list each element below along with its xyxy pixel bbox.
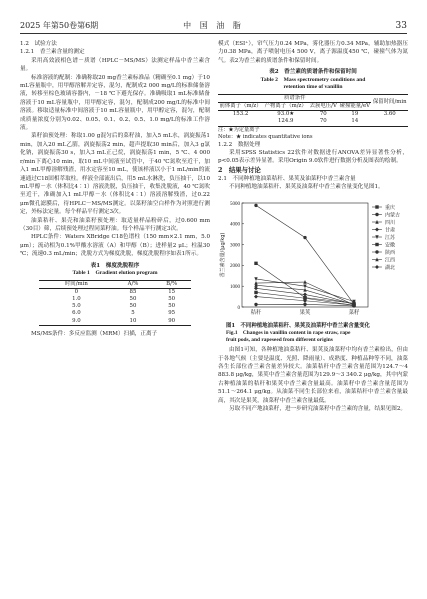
data-point <box>375 227 379 231</box>
data-point <box>254 302 257 305</box>
table-2-header: 去簇电压/V <box>309 102 337 109</box>
y-tick-label: 1000 <box>230 284 240 290</box>
table-cell: 85 <box>129 288 137 295</box>
data-point <box>254 294 258 298</box>
section-1-2-2-heading: 1.2.2 数据处理 <box>218 141 261 148</box>
data-point <box>375 212 378 215</box>
legend-label: 江西 <box>385 256 396 263</box>
table-cell: 50 <box>168 295 176 302</box>
table-2-header: 产物离子（m/z） <box>264 102 307 109</box>
paragraph-sample-pretreatment: 油菜秸秆、果壳和油菜籽预处理：取适量样品粉碎后，过0.600 mm（30目）筛，后续预处理过程同菜籽油。每个样品平行测定3次。 <box>20 217 210 232</box>
paragraph-ms-conditions: MS/MS条件：多反应监测（MRM）扫描，正离子 <box>31 330 158 337</box>
table-row <box>39 310 191 317</box>
legend-label: 湖北 <box>385 264 396 271</box>
y-tick-label: 2000 <box>230 263 240 269</box>
paragraph-oil-pretreatment: 菜籽油预处理：称取1.00 g混匀后的菜籽油，加入5 mL水，涡旋振荡1 min，加入20 mL乙腈，涡旋振荡2 min，超声提取30 min后，加入3 g氯化钠，涡旋振荡30 s，加入3 mL正己烷，涡旋振荡1 min，5 ℃、4 000 r/min下离心10 min，取10 mL中间液至试管中，于40 ℃氮吹至近干，加入1 mL甲醇溶解残渣，用水定容至10 mL，使该样液以小于1 mL/min的流速通过C18固相萃取柱。样液全部流出后，用5 mL水淋洗，负压抽干，以10 mL甲醇－水（体积比4∶1）溶液洗脱，负压抽干，收集洗脱液，40 ℃氮吹至近干，准确加入1 mL甲醇－水（体积比4∶1）溶液溶解残渣，过0.22 μm微孔滤膜后，待HPLC－MS/MS测定。以菜籽油空白样作为对照进行测定，外标法定量。每个样品平行测定3次。 <box>20 133 210 216</box>
section-1-2-1-heading: 1.2.1 香兰素含量的测定 <box>20 49 85 56</box>
y-tick-label: 5000 <box>230 201 240 207</box>
y-axis-label: 香兰素含量/(μg/kg) <box>220 232 226 277</box>
paragraph-data-processing: 采用SPSS Statistics 22软件对数据进行ANOVA差异显著性分析，p<0.05表示差异显著。采用Origin 9.0软件进行数据分析及图表的绘制。 <box>218 149 408 165</box>
paragraph-method-intro: 采用高效液相色谱－质谱（HPLC－MS/MS）法测定样品中香兰素含量。 <box>20 57 210 73</box>
table-2-note-en: Note：★ indicates quantitative ions <box>218 133 313 140</box>
table-cell: 14 <box>338 118 371 126</box>
table-2-group-header: 质谱条件 <box>218 94 371 102</box>
table-2-caption-cn: 表2 香兰素的质谱条件和保留时间 <box>269 69 357 76</box>
table-cell: 5 <box>131 310 135 317</box>
table-2-caption-en-line-1: Table 2 Mass spectrometry conditions and <box>260 76 366 83</box>
table-1-caption-cn: 表1 梯度洗脱程序 <box>90 262 140 269</box>
table-cell: 50 <box>129 295 137 302</box>
table-2-caption-en-line-2: retention time of vanillin <box>283 84 343 91</box>
table-cell: 70 <box>319 111 327 118</box>
table-cell: 1.0 <box>72 295 81 302</box>
data-point <box>375 205 378 208</box>
table-2-note-cn: 注：★为定量离子 <box>218 126 260 133</box>
paragraph-figure-2-intro: 另取不同产地油菜籽，进一步研究油菜籽中香兰素的含量，结果见图2。 <box>229 406 406 413</box>
table-2-header: 前体离子（m/z） <box>219 102 262 109</box>
table-cell: 3.60 <box>383 111 396 118</box>
legend-label: 安徽 <box>385 241 396 248</box>
x-tick-label: 果荚 <box>299 309 311 316</box>
table-row <box>39 318 191 326</box>
legend-label: 内蒙古 <box>385 211 401 218</box>
data-point <box>375 250 378 253</box>
table-1-caption-en: Table 1 Gradient elution program <box>72 270 158 277</box>
table-cell: 90 <box>152 318 191 326</box>
y-tick-label: 3000 <box>230 242 240 248</box>
journal-issue: 2025 年第50卷第6期 <box>20 21 99 30</box>
table-cell: 124.9 <box>263 118 308 126</box>
table-row <box>39 296 191 303</box>
legend-label: 重庆 <box>385 204 396 211</box>
data-point <box>375 242 378 245</box>
table-cell: 95 <box>168 310 176 317</box>
table-cell: 70 <box>308 118 338 126</box>
data-point <box>254 203 257 206</box>
data-point <box>254 261 257 264</box>
table-row <box>218 111 408 119</box>
running-header <box>20 20 407 32</box>
table-cell <box>218 118 263 126</box>
table-row <box>39 288 191 296</box>
table-2-header: 保留时间/min <box>371 94 408 110</box>
table-2-caption-en <box>218 77 408 92</box>
table-1-header: 时间/min <box>39 280 114 288</box>
table-2-ms-conditions <box>218 94 408 127</box>
x-tick-label: 菜籽 <box>348 309 360 316</box>
legend-label: 四川 <box>385 219 396 226</box>
paragraph-standard-solution: 标准溶液的配制：准确称取20 mg香兰素标准品（精确至0.1 mg）于10 mL容量瓶中，用甲醇溶解并定容，混匀，配制成2 000 mg/L的标准储备溶液，转移至棕色玻璃容器内，－18 ℃下避光保存。准确吸取1 mL标准储备溶液于10 mL容量瓶中，用甲醇定容，混匀，配制成200 mg/L的标准中间溶液。移取适量标准中间溶液于10 mL容量瓶中，用甲醇定容，混匀，配制成质量浓度分别为0.02、0.05、0.1、0.2、0.5、1.0 mg/L的标准工作溶液。 <box>20 74 210 132</box>
figure-1-caption-en <box>218 330 408 344</box>
data-point <box>303 235 306 238</box>
y-tick-label: 4000 <box>230 222 240 228</box>
table-cell: 6.0 <box>72 310 81 317</box>
table-cell: 9.0 <box>39 318 114 326</box>
section-2-1-heading: 2.1 不同种植地油菜秸秆、果荚及油菜籽中香兰素含量 <box>218 175 356 182</box>
data-point <box>303 292 307 296</box>
table-cell: 93.0★ <box>277 111 295 118</box>
table-cell: 50 <box>168 303 176 310</box>
right-column <box>218 40 408 413</box>
left-column <box>20 40 210 338</box>
section-2-heading: 2 结果与讨论 <box>218 165 261 174</box>
data-point <box>254 286 258 290</box>
table-row <box>218 118 408 126</box>
paragraph-hplc-conditions: HPLC条件：Waters XBridge C18色谱柱（150 mm×2.1 mm，5.0 μm）；流动相为0.1%甲酸水溶液（A）和甲醇（B）；进样量2 μL；柱温30 ℃；流速0.3 mL/min；洗脱方式为梯度洗脱，梯度洗脱程序如表1所示。 <box>20 234 210 258</box>
data-point <box>375 265 379 269</box>
table-cell: 19 <box>351 111 359 118</box>
table-cell: 153.2 <box>232 111 249 118</box>
figure-1-caption-en-line-2: fruit pods, and rapeseed from different origins <box>226 336 333 343</box>
table-2-header: 碰撞能量/eV <box>339 102 371 109</box>
section-1-2-heading: 1.2 试验方法 <box>20 41 57 47</box>
header-rule <box>20 33 407 34</box>
table-cell <box>371 118 408 126</box>
table-1-header: A/% <box>114 280 153 288</box>
paragraph-results: 由图1可知，各种植地油菜秸秆、果荚及油菜籽中均有香兰素检出，但由于各地气候（主要是温度、光照、降雨量）、成熟度、种植品种等不同，油菜各生长部位香兰素含量差异较大。油菜秸秆中香兰素含量范围为124.7～4 883.8 μg/kg，果荚中香兰素含量范围为129.9～3 340.2 μg/kg，其中内蒙古种植油菜的秸秆和果荚中香兰素含量最高。油菜籽中香兰素含量范围为51.1～264.1 μg/kg。从油菜不同生长部位来看，油菜秸秆中香兰素含量最高，其次是果荚，油菜籽中香兰素含量最低。 <box>218 347 408 404</box>
legend-label: 陕西 <box>385 249 396 256</box>
table-cell: 15 <box>168 288 176 295</box>
data-point <box>254 290 257 293</box>
y-tick-label: 0 <box>237 305 240 311</box>
legend-label: 甘肃 <box>385 226 396 233</box>
paragraph-figure-intro: 不同种植地油菜秸秆、果荚及油菜籽中香兰素含量变化见图1。 <box>229 184 384 191</box>
page-number: 33 <box>395 21 407 31</box>
journal-title: 中 国 油 脂 <box>183 21 244 30</box>
table-cell: 10 <box>114 318 153 326</box>
table-cell: 50 <box>129 303 137 310</box>
table-cell: 0 <box>74 288 79 295</box>
data-point <box>303 302 306 305</box>
table-1-header: B/% <box>152 280 191 288</box>
figure-1-caption-cn: 图1 不同种植地油菜秸秆、果荚及油菜籽中香兰素含量变化 <box>226 322 370 329</box>
figure-1-caption-en-line-1: Fig.1 Changes in vanillin content in rape straw, rape <box>226 329 351 336</box>
figure-1-chart <box>218 195 408 323</box>
figure-1-svg <box>218 195 408 323</box>
paragraph-ms-conditions-continued: 模式（ESI⁺），帘气压力0.24 MPa，雾化器压力0.34 MPa，辅助加热器压力0.38 MPa，离子喷射电压4 500 V，离子源温度450 ℃，碰撞气体为氮气。表2为香兰素的质谱条件和保留时间。 <box>218 41 408 64</box>
table-1-gradient-program <box>39 280 191 326</box>
x-tick-label: 秸秆 <box>250 309 262 316</box>
legend-label: 江苏 <box>385 234 396 241</box>
table-row <box>39 303 191 310</box>
table-cell: 5.0 <box>72 303 81 310</box>
